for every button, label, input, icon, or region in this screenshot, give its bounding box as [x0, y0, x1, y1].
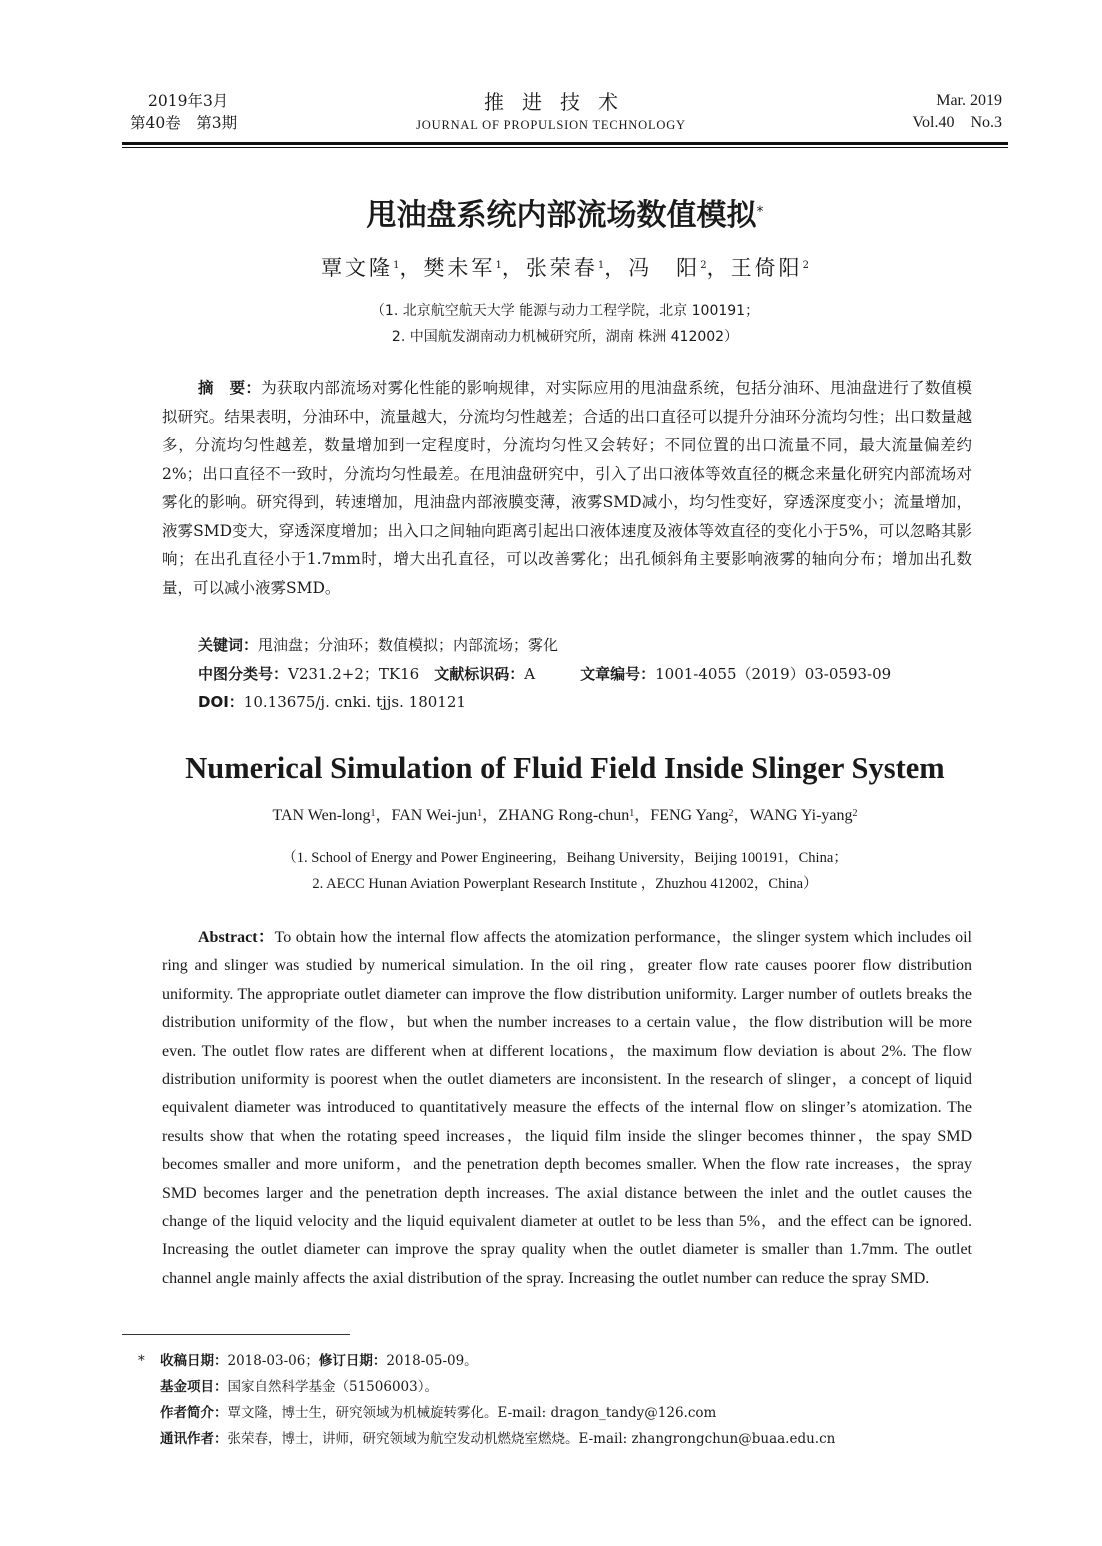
paper-title-cn-text: 甩油盘系统内部流场数值模拟 [366, 198, 757, 233]
author-name: 樊未军 [423, 256, 496, 280]
footnote-author [160, 1400, 1020, 1426]
affiliations-cn [122, 298, 1008, 350]
abstract-cn [162, 374, 972, 602]
footnote-dates [160, 1348, 1020, 1374]
keywords-text: 甩油盘；分油环；数值模拟；内部流场；雾化 [258, 636, 559, 654]
author-name-en: FENG Yang [650, 807, 729, 824]
author-affil-mark: 1 [393, 260, 400, 271]
abstract-en [162, 924, 972, 1293]
doi-value: 10.13675/j. cnki. tjjs. 180121 [243, 693, 466, 711]
abstract-en-text: To obtain how the internal flow affects the atomization performance，the slinger system which includes oil ring and slinger was studied by numerical simulation. In the oil ring，greater flow rate causes poorer flow distribution uniformity. The appropriate outlet diameter can improve the flow distribution uniformity. Larger number of outlets breaks the distribution uniformity of the flow，but when the number increases to a certain value，the flow distribution will be more even. The outlet flow rates are different when at different locations，the maximum flow deviation is about 2%. The flow distribution uniformity is poorest when the outlet diameters are inconsistent. In the research of slinger，a concept of liquid equivalent diameter was introduced to quantitatively measure the effects of the internal flow on slinger’s atomization. The results show that when the rotating speed increases，the liquid film inside the slinger becomes thinner，the spay SMD becomes smaller and more uniform，and the penetration depth becomes smaller. When the flow rate increases，the spray SMD becomes larger and the penetration depth increases. The axial distance between the inlet and the outlet causes the change of the liquid velocity and the liquid equivalent diameter at outlet to be less than 5%，and the effect can be ignored. Increasing the outlet diameter can improve the spray quality when the outlet diameter is smaller than 1.7mm. The outlet channel angle mainly affects the axial distribution of the spray. Increasing the outlet number can reduce the spray SMD. [162, 929, 973, 1287]
article-no-label: 文章编号： [580, 665, 656, 683]
doc-code-value: A [524, 665, 536, 683]
author-affil-mark: 1 [597, 260, 605, 271]
doi-label: DOI： [198, 693, 244, 711]
journal-name-en: JOURNAL OF PROPULSION TECHNOLOGY [416, 118, 686, 132]
author-affil-mark: 1 [477, 808, 483, 819]
author-name-en: TAN Wen-long [272, 807, 371, 824]
header-rule-thick [122, 142, 1008, 145]
abstract-cn-label: 摘 要： [198, 379, 262, 397]
clc-label: 中图分类号： [198, 665, 289, 683]
classification-line [198, 660, 891, 688]
issue-volume-cn: 第40卷 第3期 [130, 114, 238, 132]
footnote-star: * [138, 1353, 145, 1369]
author-affil-mark: 1 [495, 260, 502, 271]
author-affil-mark: 2 [700, 260, 707, 271]
author-name: 冯 阳 [628, 256, 701, 280]
revised-date: 2018-05-09。 [386, 1353, 478, 1369]
corresponding-value: 张荣春，博士，讲师，研究领域为航空发动机燃烧室燃烧。E-mail: zhangrongchun@buaa.edu.cn [227, 1431, 836, 1447]
author-affil-mark: 2 [852, 808, 858, 819]
fund-label: 基金项目： [160, 1379, 228, 1395]
affiliation-line: （1. 北京航空航天大学 能源与动力工程学院，北京 100191； [370, 303, 760, 319]
author-name: 张荣春 [525, 256, 598, 280]
author-name-en: WANG Yi-yang [749, 807, 853, 824]
received-label: 收稿日期： [160, 1353, 228, 1369]
issue-date-en: Mar. 2019 [936, 92, 1002, 109]
footnote-fund [160, 1374, 1020, 1400]
author-name: 覃文隆 [321, 256, 394, 280]
author-affil-mark: 2 [802, 260, 809, 271]
affiliations-en [122, 845, 1008, 897]
affiliation-line: 2. 中国航发湖南动力机械研究所，湖南 株洲 412002） [391, 329, 739, 345]
doc-code-label: 文献标识码： [434, 665, 525, 683]
keywords-line [198, 631, 558, 659]
journal-name-cn: 推进技术 [484, 90, 636, 114]
author-list-cn: 覃文隆$^1$，樊未军$^1$，张荣春$^1$，冯 阳$^2$，王倚阳$^2$ [321, 256, 809, 280]
journal-masthead [330, 90, 772, 134]
author-name: 王倚阳 [730, 256, 803, 280]
paper-title-en: Numerical Simulation of Fluid Field Inside Slinger System [185, 751, 945, 785]
revised-label: 修订日期： [318, 1353, 387, 1369]
author-bio-label: 作者简介： [160, 1405, 228, 1421]
issue-date-cn: 2019年3月 [148, 92, 229, 110]
footnote-corresponding [160, 1426, 1020, 1452]
corresponding-label: 通讯作者： [160, 1431, 228, 1447]
paper-title-cn [122, 196, 1008, 236]
author-name-en: ZHANG Rong-chun [498, 807, 630, 824]
header-left [130, 90, 330, 134]
received-date: 2018-03-06； [227, 1353, 319, 1369]
fund-value: 国家自然科学基金（51506003）。 [227, 1379, 438, 1395]
author-affil-mark: 1 [370, 808, 376, 819]
issue-volume-en: Vol.40 No.3 [912, 114, 1002, 131]
abstract-cn-text: 为获取内部流场对雾化性能的影响规律，对实际应用的甩油盘系统，包括分油环、甩油盘进行了数值模拟研究。结果表明，分油环中，流量越大，分流均匀性越差；合适的出口直径可以提升分油环分流均匀性；出口数量越多，分流均匀性越差，数量增加到一定程度时，分流均匀性又会转好；不同位置的出口流量不同，最大流量偏差约2%；出口直径不一致时，分流均匀性最差。在甩油盘研究中，引入了出口液体等效直径的概念来量化研究内部流场对雾化的影响。研究得到，转速增加，甩油盘内部液膜变薄，液雾SMD减小，均匀性变好，穿透深度变小；流量增加，液雾SMD变大，穿透深度增加；出入口之间轴向距离引起出口液体速度及液体等效直径的变化小于5%，可以忽略其影响；在出孔直径小于1.7mm时，增大出孔直径，可以改善雾化；出孔倾斜角主要影响液雾的轴向分布；增加出孔数量，可以减小液雾SMD。 [162, 379, 972, 597]
author-bio-value: 覃文隆，博士生，研究领域为机械旋转雾化。E-mail: dragon_tandy@126.com [227, 1405, 717, 1421]
author-list-en: TAN Wen-long$^1$，FAN Wei-jun$^1$，ZHANG Rong-chun$^1$，FENG Yang$^2$，WANG Yi-yang$^2$ [272, 807, 858, 824]
doi-line [198, 688, 466, 716]
keywords-label: 关键词： [198, 636, 259, 654]
author-affil-mark: 2 [728, 808, 734, 819]
footnote-rule [122, 1334, 350, 1335]
header-right [913, 90, 1003, 134]
author-name-en: FAN Wei-jun [391, 807, 478, 824]
affiliation-line-en: 2. AECC Hunan Aviation Powerplant Research Institute ，Zhuzhou 412002，China） [312, 876, 818, 892]
affiliation-line-en: （1. School of Energy and Power Engineering，Beihang University，Beijing 100191，China； [282, 850, 848, 866]
header-rule-thin [122, 147, 1008, 148]
title-footnote-mark: * [756, 204, 764, 220]
abstract-en-label: Abstract： [198, 929, 275, 946]
author-affil-mark: 1 [629, 808, 635, 819]
clc-value: V231.2+2；TK16 [288, 665, 420, 683]
article-no-value: 1001-4055（2019）03-0593-09 [655, 665, 892, 683]
